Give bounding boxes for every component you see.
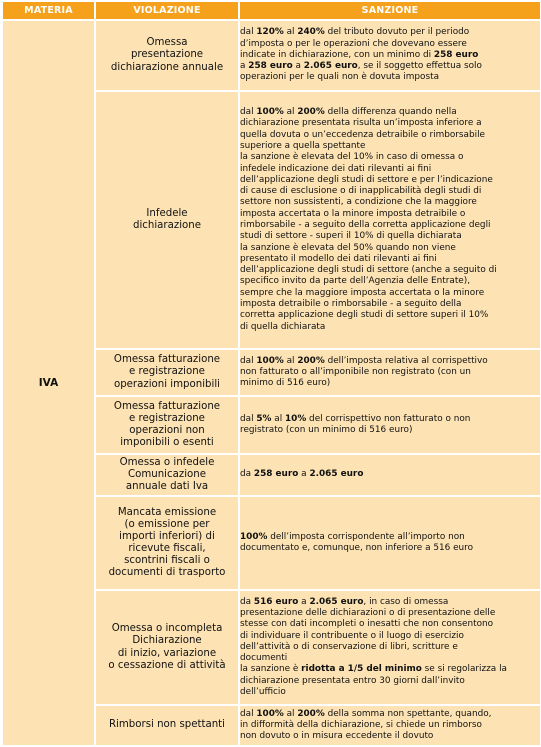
materia-cell: IVA: [3, 21, 94, 745]
sanzione-line: [240, 608, 540, 619]
violazione-cell: [96, 350, 238, 395]
sanzione-text: al: [283, 355, 298, 366]
sanzione-bold-text: 200%: [297, 355, 325, 366]
sanzione-text: del tributo dovuto per il periodo: [324, 27, 470, 38]
sanzione-text: a: [298, 469, 310, 480]
sanzione-line: [240, 141, 540, 152]
violazione-cell: [96, 706, 238, 745]
sanzione-line: [240, 322, 540, 333]
sanzione-line: [240, 731, 540, 742]
sanzione-bold-text: 2.065 euro: [309, 469, 364, 480]
sanzione-text: dell’ufficio: [240, 687, 286, 698]
sanzione-text: presentato il modello dei dati rilevanti ai fini: [240, 253, 437, 264]
sanzione-cell: [240, 455, 540, 495]
sanzione-line: [240, 276, 540, 287]
sanzione-line: [240, 231, 540, 242]
sanzione-line: [240, 220, 540, 231]
sanzione-bold-text: 240%: [297, 27, 325, 38]
violazione-line: Infedele: [146, 207, 188, 219]
sanzione-text: della differenza quando nella: [324, 107, 457, 118]
sanzione-line: [240, 209, 540, 220]
sanzione-line: [240, 619, 540, 630]
sanzione-line: [240, 152, 540, 163]
sanzione-text: studi di settore - superi il 10% di quella dichiarata: [240, 231, 462, 242]
violazione-line: Dichiarazione: [132, 635, 202, 647]
sanzione-line: [240, 631, 540, 642]
sanzione-line: [240, 356, 540, 367]
sanzione-line: [240, 72, 540, 83]
sanzione-line: [240, 288, 540, 299]
violazione-cell: [96, 92, 238, 348]
sanzione-line: [240, 653, 540, 664]
sanzione-line: [240, 543, 540, 554]
violazione-line: importi inferiori) di: [119, 530, 215, 542]
sanzione-text: registrato (con un minimo di 516 euro): [240, 425, 413, 435]
sanzione-text: dell’imposta relativa al corrispettivo: [324, 355, 488, 366]
sanzione-text: rimborsabile - a seguito della corretta applicazione degli: [240, 220, 491, 230]
violazione-line: Omessa: [146, 37, 188, 49]
sanzione-line: [240, 414, 540, 425]
sanzione-line: [240, 197, 540, 208]
sanzione-text: , in caso di omessa: [363, 596, 449, 607]
violazione-line: o cessazione di attività: [108, 659, 226, 671]
header-sanzione: SANZIONE: [240, 2, 540, 19]
sanzione-bold-text: 2.065 euro: [303, 61, 358, 72]
violazione-line: Rimborsi non spettanti: [108, 719, 226, 731]
sanzione-line: [240, 709, 540, 720]
sanzione-text: documenti: [240, 653, 288, 664]
sanzione-line: [240, 469, 540, 480]
sanzione-line: [240, 243, 540, 254]
sanzione-text: corretta applicazione degli studi di settore superi il 10%: [240, 310, 489, 321]
sanzione-bold-text: 100%: [256, 708, 284, 719]
sanzione-text: la sanzione è: [240, 664, 302, 675]
sanzione-text: sempre che la maggiore imposta accertata o la minore: [240, 287, 485, 298]
sanzione-cell: [240, 21, 540, 90]
violazione-line: dichiarazione: [133, 220, 201, 231]
sanzione-line: [240, 164, 540, 175]
sanzione-text: del corrispettivo non fatturato o non: [306, 413, 471, 424]
sanzione-text: la sanzione è elevata del 10% in caso di omessa o: [240, 152, 464, 163]
violazione-cell: [96, 591, 238, 704]
sanzione-bold-text: 120%: [256, 27, 284, 38]
sanzione-text: dell’imposta corrispondente all’importo non: [267, 531, 465, 542]
sanzione-text: dal: [240, 355, 257, 366]
violazione-line: Comunicazione: [128, 468, 206, 480]
violazione-line: operazioni non: [129, 425, 205, 436]
sanzione-line: [240, 107, 540, 118]
sanzione-cell: [240, 706, 540, 745]
violazione-line: dichiarazione annuale: [110, 61, 224, 73]
sanzione-bold-text: 10%: [284, 413, 307, 424]
sanzione-text: da: [240, 469, 254, 480]
violazione-line: Omessa fatturazione: [113, 354, 221, 366]
sanzione-line: [240, 27, 540, 38]
violazione-line: documenti di trasporto: [108, 567, 226, 579]
sanzione-line: [240, 39, 540, 50]
sanzione-cell: [240, 497, 540, 589]
sanzione-text: infedele indicazione dei dati rilevanti ai fini: [240, 163, 432, 174]
sanzione-line: [240, 720, 540, 731]
sanzione-text: non dovuto o in misura eccedente il dovuto: [240, 731, 434, 742]
violazione-cell: [96, 21, 238, 90]
sanzione-text: documentato e, comunque, non inferiore a 516 euro: [240, 543, 474, 553]
sanzione-bold-text: 100%: [256, 107, 284, 118]
violazione-line: Omessa fatturazione: [113, 400, 221, 412]
table-body: [3, 21, 540, 745]
sanzione-bold-text: ridotta a 1/5 del minimo: [301, 664, 422, 675]
sanzione-bold-text: 516 euro: [253, 596, 299, 607]
violazione-line: Mancata emissione: [117, 506, 217, 518]
sanzione-cell: [240, 591, 540, 704]
sanzione-text: al: [283, 107, 298, 118]
sanzione-text: dal: [240, 708, 257, 719]
sanzione-text: a: [292, 61, 304, 72]
violazione-line: imponibili o esenti: [120, 437, 214, 449]
sanzione-text: di individuare il contribuente o il luogo di esercizio: [240, 630, 464, 641]
sanzione-line: [240, 61, 540, 72]
sanzione-text: da: [240, 596, 254, 607]
sanzione-text: settore non sussistenti, a condizione che la maggiore: [240, 197, 477, 208]
violazione-line: operazioni imponibili: [113, 378, 221, 390]
sanzione-bold-text: 200%: [297, 107, 325, 118]
sanzione-text: dichiarazione presentata entro 30 giorni dall’invito: [240, 675, 465, 686]
sanzione-text: al: [283, 708, 298, 719]
sanzione-line: [240, 642, 540, 653]
sanzione-text: dell’applicazione degli studi di settore e per l’indicazione: [240, 174, 493, 185]
sanzione-text: a: [298, 596, 310, 607]
sanzione-line: [240, 664, 540, 675]
sanzione-line: [240, 265, 540, 276]
sanzione-text: la sanzione è elevata del 50% quando non viene: [240, 242, 456, 253]
sanzione-text: di quella dichiarata: [240, 321, 326, 332]
sanzione-bold-text: 100%: [256, 355, 284, 366]
sanzione-text: al: [283, 27, 298, 38]
sanzione-text: dal: [240, 107, 257, 118]
sanzione-line: [240, 50, 540, 61]
sanzione-text: se si regolarizza la: [421, 664, 507, 675]
table-row: [3, 21, 540, 90]
violazione-cell: [96, 397, 238, 453]
sanzione-line: [240, 175, 540, 186]
sanzione-text: dell’attività o di conservazione di libri, scritture e: [240, 641, 458, 652]
violazione-line: Omessa o infedele: [119, 456, 215, 468]
sanzione-line: [240, 254, 540, 265]
sanzione-text: al: [271, 413, 285, 424]
sanzione-line: [240, 299, 540, 310]
sanzione-line: [240, 118, 540, 129]
sanzione-text: specifico invito da parte dell’Agenzia delle Entrate),: [240, 276, 471, 287]
sanzione-text: indicate in dichiarazione, con un minimo di: [240, 49, 434, 60]
sanzione-text: imposta detraibile o rimborsabile - a seguito della: [240, 299, 462, 310]
sanzione-text: imposta accertata o la minore imposta detraibile o: [240, 208, 466, 219]
sanzione-text: minimo di 516 euro): [240, 378, 331, 389]
violazione-line: e registrazione: [129, 366, 205, 378]
header-violazione: VIOLAZIONE: [96, 2, 238, 19]
sanzione-line: [240, 687, 540, 698]
sanzione-bold-text: 258 euro: [248, 61, 293, 72]
violazione-line: (o emissione per: [124, 518, 210, 530]
sanzione-text: d’imposta o per le operazioni che dovevano essere: [240, 38, 467, 49]
sanzione-cell: [240, 92, 540, 348]
sanzione-text: in difformità della dichiarazione, si chiede un rimborso: [240, 719, 482, 730]
sanzione-text: non fatturato o all’imponibile non registrato (con un: [240, 366, 471, 377]
sanzione-text: quella dovuta o un’eccedenza detraibile o rimborsabile: [240, 129, 486, 140]
violazione-line: presentazione: [130, 49, 204, 61]
violazione-line: scontrini fiscali o: [124, 555, 210, 567]
sanzione-text: a: [240, 61, 249, 72]
violazione-line: ricevute fiscali,: [128, 543, 206, 554]
sanzione-bold-text: 200%: [297, 708, 325, 719]
sanzione-text: della somma non spettante, quando,: [324, 708, 492, 719]
violazione-line: di inizio, variazione: [117, 647, 217, 659]
sanzione-text: superiore a quella spettante: [240, 140, 366, 151]
sanzione-line: [240, 676, 540, 687]
violazione-cell: [96, 455, 238, 495]
sanzione-line: [240, 425, 540, 436]
sanctions-table: [1, 0, 541, 747]
violazione-line: e registrazione: [129, 412, 205, 424]
sanzione-text: presentazione delle dichiarazioni o di presentazione delle: [240, 607, 496, 618]
header-materia: MATERIA: [3, 2, 94, 19]
violazione-cell: [96, 497, 238, 589]
sanzione-text: stesse con dati incompleti o inesatti che non consentono: [240, 619, 494, 630]
sanzione-text: , se il soggetto effettua solo: [357, 61, 482, 72]
sanzione-text: di cause di esclusione o di inapplicabilità degli studi di: [240, 186, 482, 197]
violazione-line: annuale dati Iva: [125, 481, 209, 493]
sanzione-line: [240, 597, 540, 608]
sanzione-cell: [240, 397, 540, 453]
sanzione-cell: [240, 350, 540, 395]
sanzione-bold-text: 258 euro: [253, 469, 299, 480]
table-header-row: [3, 2, 540, 19]
sanzione-line: [240, 186, 540, 197]
sanzione-line: [240, 130, 540, 141]
sanzione-bold-text: 258 euro: [433, 49, 479, 60]
sanzione-text: dal: [240, 413, 257, 424]
sanzione-line: [240, 532, 540, 543]
sanzione-bold-text: 2.065 euro: [309, 596, 364, 607]
violazione-line: Omessa o incompleta: [111, 623, 223, 635]
sanzione-text: operazioni per le quali non è dovuta imposta: [240, 72, 440, 83]
sanzione-text: dal: [240, 27, 257, 38]
sanzione-text: dell’applicazione degli studi di settore (anche a seguito di: [240, 265, 497, 276]
sanzione-text: dichiarazione presentata risulta un’imposta inferiore a: [240, 118, 482, 129]
sanzione-line: [240, 378, 540, 389]
sanzione-bold-text: 5%: [256, 413, 272, 424]
sanzione-bold-text: 100%: [240, 531, 268, 542]
sanzione-line: [240, 310, 540, 321]
sanzione-line: [240, 367, 540, 378]
